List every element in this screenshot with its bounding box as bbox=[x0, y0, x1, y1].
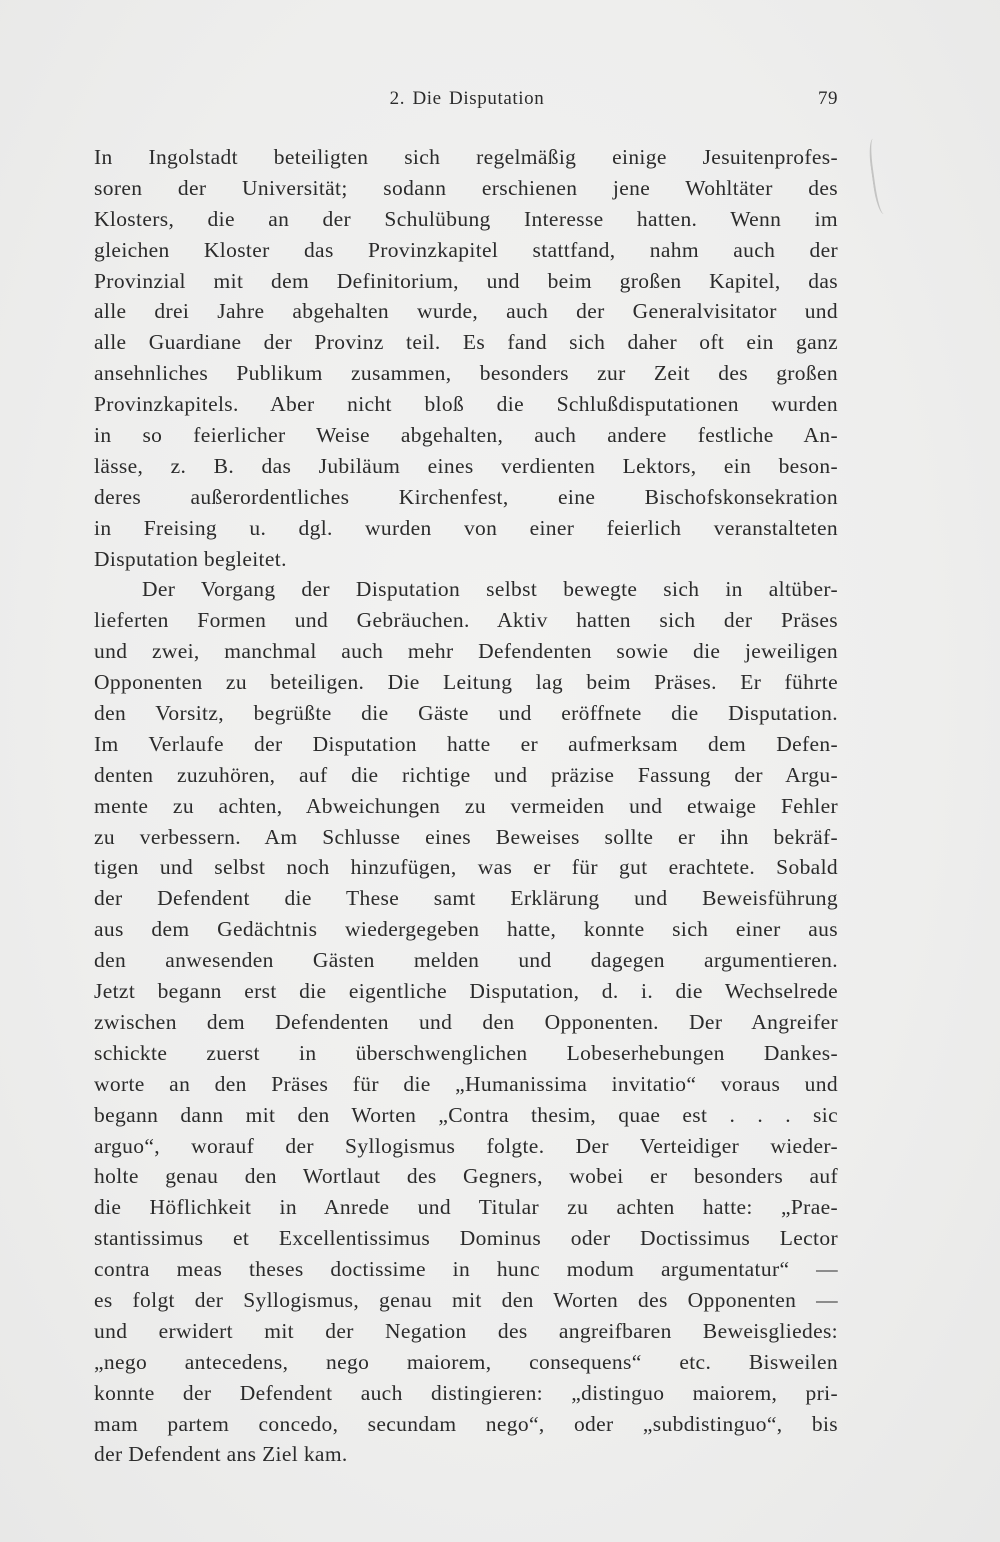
text-line: schickte zuerst in überschwenglichen Lobeserhebungen Dankes- bbox=[94, 1040, 838, 1065]
running-title: 2. Die Disputation bbox=[389, 88, 545, 109]
text-line: Opponenten zu beteiligen. Die Leitung lag beim Präses. Er führte bbox=[94, 670, 838, 695]
text-line: in Freising u. dgl. wurden von einer feierlich veranstalteten bbox=[94, 515, 838, 540]
text-line: „nego antecedens, nego maiorem, consequens“ etc. Bisweilen bbox=[94, 1349, 838, 1374]
text-line: Im Verlaufe der Disputation hatte er aufmerksam dem Defen- bbox=[94, 731, 838, 756]
text-line: Der Vorgang der Disputation selbst bewegte sich in altüber- bbox=[142, 577, 838, 602]
text-line: mam partem concedo, secundam nego“, oder „subdistinguo“, bis bbox=[94, 1411, 838, 1436]
text-line: konnte der Defendent auch distingieren: „distinguo maiorem, pri- bbox=[94, 1380, 838, 1405]
text-line: tigen und selbst noch hinzufügen, was er für gut erachtete. Sobald bbox=[94, 855, 838, 880]
text-line: den Vorsitz, begrüßte die Gäste und eröffnete die Disputation. bbox=[94, 701, 838, 726]
text-line: Provinzial mit dem Definitorium, und beim großen Kapitel, das bbox=[94, 268, 838, 293]
text-line: Klosters, die an der Schulübung Interesse hatten. Wenn im bbox=[94, 206, 838, 231]
text-line: holte genau den Wortlaut des Gegners, wobei er besonders auf bbox=[94, 1164, 838, 1189]
text-line: ansehnliches Publikum zusammen, besonders zur Zeit des großen bbox=[94, 361, 838, 386]
text-line: der Defendent ans Ziel kam. bbox=[94, 1442, 348, 1467]
text-line: die Höflichkeit in Anrede und Titular zu achten hatte: „Prae- bbox=[94, 1195, 838, 1220]
text-line: mente zu achten, Abweichungen zu vermeiden und etwaige Fehler bbox=[94, 793, 838, 818]
text-line: worte an den Präses für die „Humanissima invitatio“ voraus und bbox=[94, 1071, 838, 1096]
text-line: aus dem Gedächtnis wiedergegeben hatte, konnte sich einer aus bbox=[94, 917, 838, 942]
text-line: denten zuzuhören, auf die richtige und präzise Fassung der Argu- bbox=[94, 762, 838, 787]
paragraph-1 bbox=[94, 142, 838, 574]
text-line: deres außerordentliches Kirchenfest, eine Bischofskonsekration bbox=[94, 484, 838, 509]
paragraph-2 bbox=[94, 574, 838, 1470]
text-line: Disputation begleitet. bbox=[94, 546, 287, 571]
text-line: arguo“, worauf der Syllogismus folgte. Der Verteidiger wieder- bbox=[94, 1133, 838, 1158]
text-line: stantissimus et Excellentissimus Dominus oder Doctissimus Lector bbox=[94, 1226, 838, 1251]
text-line: und zwei, manchmal auch mehr Defendenten sowie die jeweiligen bbox=[94, 639, 838, 664]
text-line: den anwesenden Gästen melden und dagegen argumentieren. bbox=[94, 948, 838, 973]
text-line: soren der Universität; sodann erschienen jene Wohltäter des bbox=[94, 175, 838, 200]
text-line: der Defendent die These samt Erklärung und Beweisführung bbox=[94, 886, 838, 911]
page-header bbox=[96, 88, 838, 118]
text-line: lässe, z. B. das Jubiläum eines verdienten Lektors, ein beson- bbox=[94, 453, 838, 478]
text-line: alle Guardiane der Provinz teil. Es fand sich daher oft ein ganz bbox=[94, 330, 838, 355]
margin-pencil-mark bbox=[867, 137, 893, 214]
text-line: es folgt der Syllogismus, genau mit den Worten des Opponenten — bbox=[94, 1287, 838, 1312]
text-line: und erwidert mit der Negation des angreifbaren Beweisgliedes: bbox=[94, 1318, 838, 1343]
text-line: zu verbessern. Am Schlusse eines Beweises sollte er ihn bekräf- bbox=[94, 824, 838, 849]
text-line: zwischen dem Defendenten und den Opponenten. Der Angreifer bbox=[94, 1009, 838, 1034]
text-line: begann dann mit den Worten „Contra thesim, quae est . . . sic bbox=[94, 1102, 838, 1127]
text-line: contra meas theses doctissime in hunc modum argumentatur“ — bbox=[94, 1257, 838, 1282]
text-line: in so feierlicher Weise abgehalten, auch andere festliche An- bbox=[94, 423, 838, 448]
page-number: 79 bbox=[818, 88, 838, 109]
text-line: In Ingolstadt beteiligten sich regelmäßig einige Jesuitenprofes- bbox=[94, 145, 838, 169]
text-line: Jetzt begann erst die eigentliche Disputation, d. i. die Wechselrede bbox=[94, 979, 838, 1004]
text-line: gleichen Kloster das Provinzkapitel stattfand, nahm auch der bbox=[94, 237, 838, 262]
text-line: Provinzkapitels. Aber nicht bloß die Schlußdisputationen wurden bbox=[94, 392, 838, 417]
text-line: lieferten Formen und Gebräuchen. Aktiv hatten sich der Präses bbox=[94, 608, 838, 633]
body-text bbox=[94, 142, 838, 1470]
text-line: alle drei Jahre abgehalten wurde, auch der Generalvisitator und bbox=[94, 299, 838, 324]
